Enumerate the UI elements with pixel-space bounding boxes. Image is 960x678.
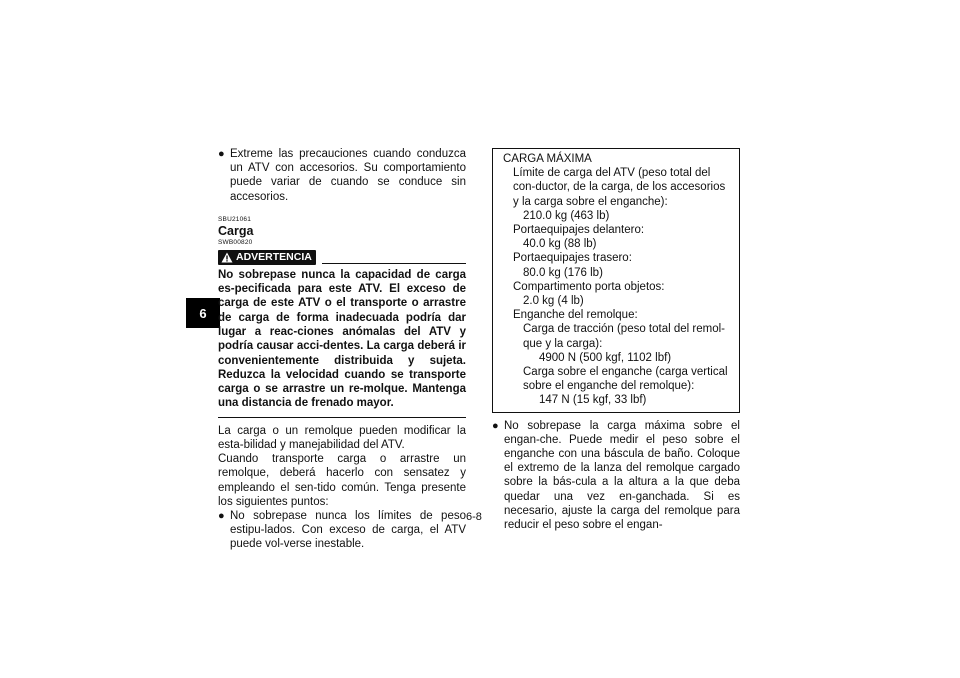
storage-label: Compartimento porta objetos: [513, 280, 665, 293]
section-tab: 6 [186, 298, 220, 328]
rear-rack-label: Portaequipajes trasero: [513, 252, 632, 265]
section-code: SBU21061 [218, 215, 252, 223]
bullet-icon: ● [218, 148, 225, 160]
paragraph-stability: La carga o un remolque pueden modificar la esta-bilidad y manejabilidad del ATV. [218, 424, 466, 451]
left-column [218, 147, 466, 552]
bullet-icon: ● [218, 510, 225, 522]
front-rack-label: Portaequipajes delantero: [513, 224, 645, 237]
max-load-box [492, 148, 740, 413]
load-limit-value: 210.0 kg (463 lb) [523, 209, 610, 222]
load-limit-label: Límite de carga del ATV (peso total del con-ductor, de la carga, de los accesorios y la carga sobre el enganche): [513, 167, 726, 208]
front-rack-value: 40.0 kg (88 lb) [523, 238, 597, 251]
warning-badge [218, 250, 316, 265]
bullet-hitch-weight-text: No sobrepase la carga máxima sobre el engan-che. Puede medir el peso sobre el enganche con una báscula de baño. Coloque el extremo de la lanza del remolque cargado sobre la bás-cula a la altura a la que deba quedar una vez en-ganchada. Si es necesario, ajuste la carga del remolque para reducir el peso sobre el engan- [504, 419, 740, 532]
rear-rack-value: 80.0 kg (176 lb) [523, 266, 603, 279]
towing-label: Carga de tracción (peso total del remol-que y la carga): [523, 323, 725, 350]
warning-header [218, 250, 466, 265]
bullet-accessories [218, 147, 466, 204]
bullet-accessories-text: Extreme las precauciones cuando conduzca un ATV con accesorios. Su comportamiento puede variar de cuando se conduce sin accesorios. [230, 148, 466, 203]
warning-text: No sobrepase nunca la capacidad de carga es-pecificada para este ATV. El exceso de carga de este ATV o el transporte o arrastre de carga de forma inadecuada podría dar lugar a reac-ciones anómalas del ATV y podría causar acci-dentes. La carga deberá ir convenientemente distribuida y sujeta. Reduzca la velocidad cuando se transporte carga o se arrastre un re-molque. Mantenga una distancia de frenado mayor. [218, 268, 466, 410]
warning-end-rule [218, 417, 466, 418]
tongue-value: 147 N (15 kgf, 33 lbf) [539, 394, 647, 407]
max-load-title: CARGA MÁXIMA [503, 153, 592, 165]
bullet-weight-limits-text: No sobrepase nunca los límites de peso estipu-lados. Con exceso de carga, el ATV puede vol-verse inestable. [230, 510, 466, 551]
hitch-label: Enganche del remolque: [513, 309, 638, 322]
storage-value: 2.0 kg (4 lb) [523, 295, 584, 308]
towing-value: 4900 N (500 kgf, 1102 lbf) [539, 351, 672, 364]
tongue-label: Carga sobre el enganche (carga vertical sobre el enganche del remolque): [523, 366, 728, 393]
warning-label: ADVERTENCIA [236, 251, 312, 264]
paragraph-common-sense: Cuando transporte carga o arrastre un remolque, deberá hacerlo con sensatez y empleando el sen-tido común. Tenga presente los siguientes puntos: [218, 453, 466, 508]
warning-code: SWB00820 [218, 238, 253, 246]
warning-triangle-icon [221, 252, 233, 263]
bullet-icon: ● [492, 419, 499, 432]
bullet-hitch-weight [492, 419, 740, 533]
page-number: 6-8 [466, 511, 482, 523]
right-column [492, 148, 740, 532]
bullet-weight-limits [218, 509, 466, 552]
section-title: Carga [218, 223, 254, 238]
warning-divider [322, 263, 466, 264]
